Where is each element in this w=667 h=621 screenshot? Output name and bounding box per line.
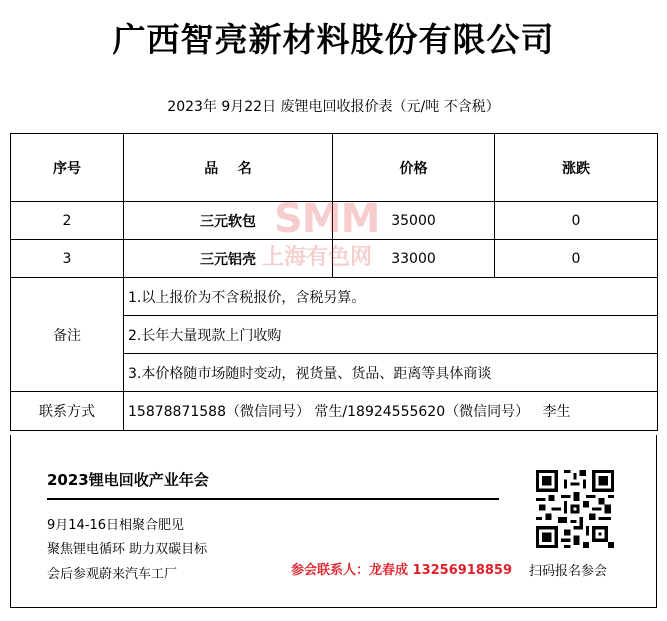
page-subtitle: 2023年 9月22日 废锂电回收报价表（元/吨 不含税） xyxy=(167,99,500,115)
row-change: 0 xyxy=(495,240,658,278)
note-line: 1.以上报价为不含税报价，含税另算。 xyxy=(124,278,658,316)
event-line: 聚焦锂电循环 助力双碳目标 xyxy=(47,542,208,557)
header-price: 价格 xyxy=(333,134,495,202)
header-change: 涨跌 xyxy=(495,134,658,202)
event-divider xyxy=(47,498,499,500)
event-title: 2023锂电回收产业年会 xyxy=(47,471,209,489)
note-line: 3.本价格随市场随时变动，视货量、货品、距离等具体商谈 xyxy=(124,354,658,392)
event-line: 会后参观蔚来汽车工厂 xyxy=(47,567,178,582)
row-name: 三元软包 xyxy=(124,202,333,240)
event-line: 9月14-16日相聚合肥见 xyxy=(47,518,185,533)
table-row xyxy=(11,202,658,240)
row-change: 0 xyxy=(495,202,658,240)
contact-row xyxy=(11,392,658,431)
table-header-row xyxy=(11,134,658,202)
qr-caption: 扫码报名参会 xyxy=(529,564,608,579)
contact-label: 联系方式 xyxy=(11,392,124,431)
header-seq: 序号 xyxy=(11,134,124,202)
notes-row xyxy=(11,278,658,316)
row-price: 35000 xyxy=(333,202,495,240)
contact-value: 15878871588（微信同号） 常生/18924555620（微信同号） 李生 xyxy=(124,392,658,431)
watermark-logo-text: SMM xyxy=(274,196,380,242)
row-price: 33000 xyxy=(333,240,495,278)
table-row xyxy=(11,240,658,278)
note-line: 2.长年大量现款上门收购 xyxy=(124,316,658,354)
header-name: 品 名 xyxy=(124,134,333,202)
event-banner xyxy=(10,435,657,608)
row-name: 三元铝壳 xyxy=(124,240,333,278)
company-name: 广西智亮新材料股份有限公司 xyxy=(112,20,555,59)
watermark-site-name: 上海有色网 xyxy=(262,245,373,270)
notes-label: 备注 xyxy=(11,278,124,392)
event-contact: 参会联系人：龙春成 13256918859 xyxy=(291,563,513,578)
price-table xyxy=(10,133,658,431)
row-seq: 3 xyxy=(11,240,124,278)
qr-code-icon[interactable] xyxy=(536,470,614,548)
row-seq: 2 xyxy=(11,202,124,240)
